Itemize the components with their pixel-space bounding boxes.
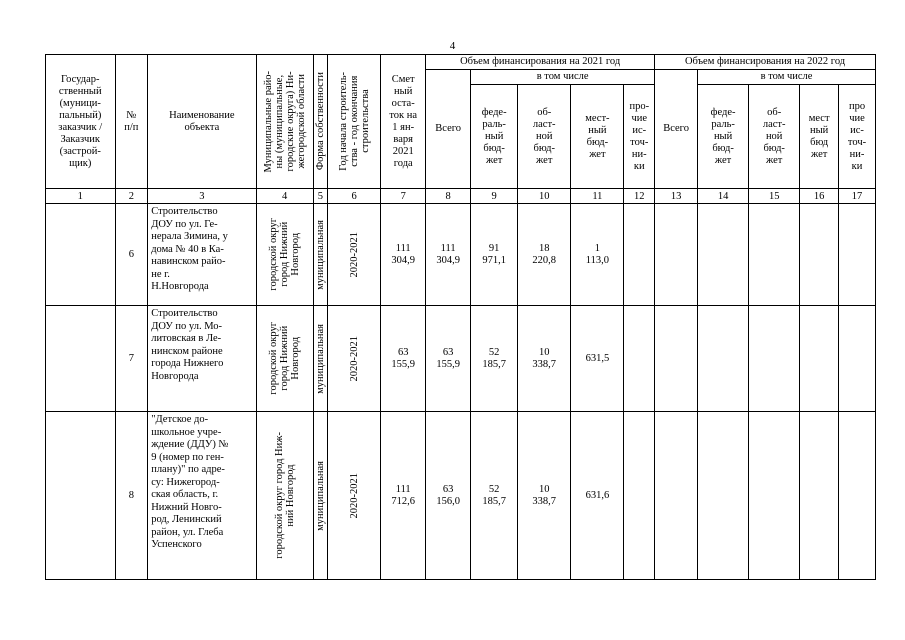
cell-regional-2021: 18 220,8 xyxy=(518,204,571,306)
header-fin-2021: Объем финансирования на 2021 год xyxy=(426,55,655,70)
column-number: 4 xyxy=(256,189,313,204)
cell-total-2021: 63 155,9 xyxy=(426,306,471,412)
cell-customer xyxy=(46,204,116,306)
cell-regional-2022 xyxy=(749,412,800,580)
cell-num: 6 xyxy=(115,204,148,306)
cell-local-2022 xyxy=(800,412,839,580)
page-number: 4 xyxy=(449,40,456,52)
financing-table xyxy=(45,54,876,580)
column-numbers-row xyxy=(46,189,876,204)
cell-municipality: городской округ город Нижний Новгород xyxy=(256,204,313,306)
cell-total-2022 xyxy=(655,412,698,580)
header-ownership: Форма собственности xyxy=(313,55,327,189)
cell-years: 2020-2021 xyxy=(328,306,381,412)
cell-object-name: "Детское до- школьное учре- ждение (ДДУ) № 9 (номер по ген- плану)" по адре- су: Нижегород- ская область, г. Нижний Новго- род, Ленинский район, ул. Глеба Успенского xyxy=(148,412,256,580)
cell-total-2021: 63 156,0 xyxy=(426,412,471,580)
cell-other-2022 xyxy=(839,204,876,306)
header-local-2022: мест ный бюд жет xyxy=(800,85,839,189)
column-number: 12 xyxy=(624,189,655,204)
column-number: 9 xyxy=(471,189,518,204)
header-estimate: Смет ный оста- ток на 1 ян- варя 2021 года xyxy=(381,55,426,189)
header-total-2021: Всего xyxy=(426,70,471,189)
cell-estimate: 111 712,6 xyxy=(381,412,426,580)
header-including-2022: в том числе xyxy=(698,70,876,85)
column-number: 11 xyxy=(571,189,624,204)
column-number: 2 xyxy=(115,189,148,204)
cell-federal-2021: 52 185,7 xyxy=(471,306,518,412)
cell-num: 7 xyxy=(115,306,148,412)
cell-other-2021 xyxy=(624,412,655,580)
cell-local-2021: 631,5 xyxy=(571,306,624,412)
cell-other-2022 xyxy=(839,306,876,412)
header-local-2021: мест- ный бюд- жет xyxy=(571,85,624,189)
table-row xyxy=(46,204,876,306)
cell-local-2021: 631,6 xyxy=(571,412,624,580)
table-row xyxy=(46,412,876,580)
header-federal-2021: феде- раль- ный бюд- жет xyxy=(471,85,518,189)
header-years: Год начала строитель- ства - год окончания строительства xyxy=(328,55,381,189)
cell-other-2022 xyxy=(839,412,876,580)
column-number: 3 xyxy=(148,189,256,204)
cell-regional-2021: 10 338,7 xyxy=(518,306,571,412)
header-regional-2021: об- ласт- ной бюд- жет xyxy=(518,85,571,189)
cell-local-2022 xyxy=(800,204,839,306)
cell-total-2021: 111 304,9 xyxy=(426,204,471,306)
cell-regional-2022 xyxy=(749,204,800,306)
cell-other-2021 xyxy=(624,204,655,306)
column-number: 7 xyxy=(381,189,426,204)
column-number: 5 xyxy=(313,189,327,204)
cell-estimate: 63 155,9 xyxy=(381,306,426,412)
column-number: 13 xyxy=(655,189,698,204)
cell-object-name: Строительство ДОУ по ул. Ге- нерала Зимина, у дома № 40 в Ка- навинском райо- не г. Н.Новгорода xyxy=(148,204,256,306)
column-number: 8 xyxy=(426,189,471,204)
cell-ownership: муниципальная xyxy=(313,412,327,580)
header-fin-2022: Объем финансирования на 2022 год xyxy=(655,55,876,70)
cell-federal-2021: 52 185,7 xyxy=(471,412,518,580)
header-other-2021: про- чие ис- точ- ни- ки xyxy=(624,85,655,189)
cell-other-2021 xyxy=(624,306,655,412)
cell-regional-2021: 10 338,7 xyxy=(518,412,571,580)
cell-federal-2021: 91 971,1 xyxy=(471,204,518,306)
cell-municipality: городской округ город Нижний Новгород xyxy=(256,306,313,412)
header-num: № п/п xyxy=(115,55,148,189)
cell-local-2022 xyxy=(800,306,839,412)
cell-years: 2020-2021 xyxy=(328,412,381,580)
cell-customer xyxy=(46,306,116,412)
header-object-name: Наименование объекта xyxy=(148,55,256,189)
cell-estimate: 111 304,9 xyxy=(381,204,426,306)
header-municipality: Муниципальные райо- ны (муниципальные, городские округа) Ни- жегородской области xyxy=(256,55,313,189)
cell-object-name: Строительство ДОУ по ул. Мо- литовская в Ле- нинском районе города Нижнего Новгорода xyxy=(148,306,256,412)
header-customer: Государ- ственный (муници- пальный) заказчик / Заказчик (застрой- щик) xyxy=(46,55,116,189)
header-federal-2022: феде- раль- ный бюд- жет xyxy=(698,85,749,189)
cell-municipality: городской округ город Ниж- ний Новгород xyxy=(256,412,313,580)
cell-num: 8 xyxy=(115,412,148,580)
column-number: 15 xyxy=(749,189,800,204)
cell-local-2021: 1 113,0 xyxy=(571,204,624,306)
header-other-2022: про чие ис- точ- ни- ки xyxy=(839,85,876,189)
column-number: 6 xyxy=(328,189,381,204)
cell-federal-2022 xyxy=(698,204,749,306)
cell-total-2022 xyxy=(655,204,698,306)
cell-ownership: муниципальная xyxy=(313,204,327,306)
cell-years: 2020-2021 xyxy=(328,204,381,306)
column-number: 16 xyxy=(800,189,839,204)
column-number: 1 xyxy=(46,189,116,204)
cell-total-2022 xyxy=(655,306,698,412)
column-number: 10 xyxy=(518,189,571,204)
cell-customer xyxy=(46,412,116,580)
header-including-2021: в том числе xyxy=(471,70,655,85)
header-regional-2022: об- ласт- ной бюд- жет xyxy=(749,85,800,189)
table-row xyxy=(46,306,876,412)
cell-ownership: муниципальная xyxy=(313,306,327,412)
cell-federal-2022 xyxy=(698,412,749,580)
column-number: 17 xyxy=(839,189,876,204)
header-total-2022: Всего xyxy=(655,70,698,189)
column-number: 14 xyxy=(698,189,749,204)
cell-regional-2022 xyxy=(749,306,800,412)
cell-federal-2022 xyxy=(698,306,749,412)
